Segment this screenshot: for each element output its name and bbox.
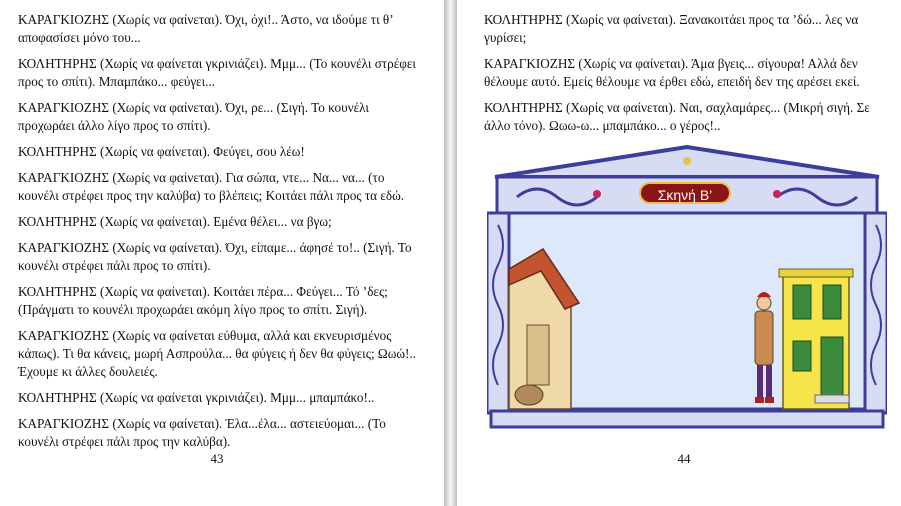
dialogue-paragraph: ΚΟΛΗΤΗΡΗΣ (Χωρίς να φαίνεται). Ξανακοιτάει προς τα ’δώ... λες να γυρίσει;	[484, 12, 859, 45]
dialogue-paragraph: ΚΑΡΑΓΚΙΟΖΗΣ (Χωρίς να φαίνεται). Όχι, όχι!.. Άστο, να ιδούμε τι θ’ αποφασίσει μόνο του...	[18, 12, 393, 45]
shadow-theatre-illustration	[487, 145, 887, 435]
dialogue-paragraph: ΚΑΡΑΓΚΙΟΖΗΣ (Χωρίς να φαίνεται). Όχι, ρε... (Σιγή. Το κουνέλι προχωράει άλλο λίγο προς το σπίτι).	[18, 100, 369, 133]
scene-title-badge: Σκηνή Β’	[639, 182, 731, 204]
old-man-leg	[757, 365, 763, 399]
basket-icon	[515, 385, 543, 405]
old-man-head	[757, 296, 771, 310]
page-number: 43	[210, 451, 224, 466]
flower-ornament-icon	[593, 190, 601, 198]
house-step	[815, 395, 849, 403]
right-page	[457, 0, 901, 506]
dialogue-paragraph: ΚΑΡΑΓΚΙΟΖΗΣ (Χωρίς να φαίνεται). Όχι, είπαμε... άφησέ το!.. (Σιγή. Το κουνέλι στρέφει πάλι προς το σπίτι).	[18, 240, 412, 273]
dialogue-paragraph: ΚΟΛΗΤΗΡΗΣ (Χωρίς να φαίνεται). Κοιτάει πέρα... Φεύγει... Τό ’δες; (Πράγματι το κουνέλι προχωράει ακόμη λίγο προς το σπίτι. Σιγή).	[18, 284, 388, 317]
dialogue-paragraph: ΚΑΡΑΓΚΙΟΖΗΣ (Χωρίς να φαίνεται εύθυμα, αλλά και εκνευρισμένος κάπως). Τι θα κάνεις, μωρή Ασπρούλα... θα φύγεις ή δεν θα φύγεις; Ωωώ!.. Έχουμε κι άλλες δουλειές.	[18, 328, 417, 379]
house-door	[821, 337, 843, 395]
old-man-leg	[766, 365, 772, 399]
dialogue-paragraph: ΚΟΛΗΤΗΡΗΣ (Χωρίς να φαίνεται). Εμένα θέλει... να βγω;	[18, 214, 332, 229]
dialogue-paragraph: ΚΑΡΑΓΚΙΟΖΗΣ (Χωρίς να φαίνεται). Άμα βγεις... σίγουρα! Αλλά δεν θέλουμε αυτό. Εμείς θέλουμε να έρθει εδώ, επειδή δεν της αρέσει εκεί.	[484, 56, 860, 89]
right-page-text	[484, 11, 889, 143]
stage-base	[491, 411, 883, 427]
dialogue-paragraph: ΚΑΡΑΓΚΙΟΖΗΣ (Χωρίς να φαίνεται). Έλα...έλα... αστειεύομαι... (Το κουνέλι στρέφει πάλι προς την καλύβα).	[18, 416, 386, 449]
pediment-ornament-icon	[683, 157, 691, 165]
old-man-body	[755, 311, 773, 365]
dialogue-paragraph: ΚΟΛΗΤΗΡΗΣ (Χωρίς να φαίνεται). Φεύγει, σου λέω!	[18, 144, 305, 159]
flower-ornament-icon	[773, 190, 781, 198]
dialogue-paragraph: ΚΟΛΗΤΗΡΗΣ (Χωρίς να φαίνεται γκρινιάζει). Μμμ... (Το κουνέλι στρέφει προς το σπίτι). Μπαμπάκο... φεύγει...	[18, 56, 416, 89]
page-number: 44	[677, 451, 691, 466]
old-man-shoe-icon	[755, 397, 764, 403]
dialogue-paragraph: ΚΑΡΑΓΚΙΟΖΗΣ (Χωρίς να φαίνεται). Για σώπα, ντε... Να... να... (το κουνέλι στρέφει προς την καλύβα) το βλέπεις; Κοιτάει πάλι προς τα εδώ.	[18, 170, 405, 203]
old-man-shoe-icon	[765, 397, 774, 403]
house-cornice	[779, 269, 853, 277]
house-window-shutter	[793, 285, 811, 319]
left-page-text	[18, 11, 418, 459]
dialogue-paragraph: ΚΟΛΗΤΗΡΗΣ (Χωρίς να φαίνεται). Ναι, σαχλαμάρες... (Μικρή σιγή. Σε άλλο τόνο). Ωωω-ω... μπαμπάκο... ο γέρος!..	[484, 100, 870, 133]
hut-door	[527, 325, 549, 385]
house-window-shutter	[823, 285, 841, 319]
dialogue-paragraph: ΚΟΛΗΤΗΡΗΣ (Χωρίς να φαίνεται γκρινιάζει). Μμμ... μπαμπάκο!..	[18, 390, 375, 405]
book-gutter	[444, 0, 457, 506]
house-window-shutter	[793, 341, 811, 371]
left-page	[0, 0, 444, 506]
